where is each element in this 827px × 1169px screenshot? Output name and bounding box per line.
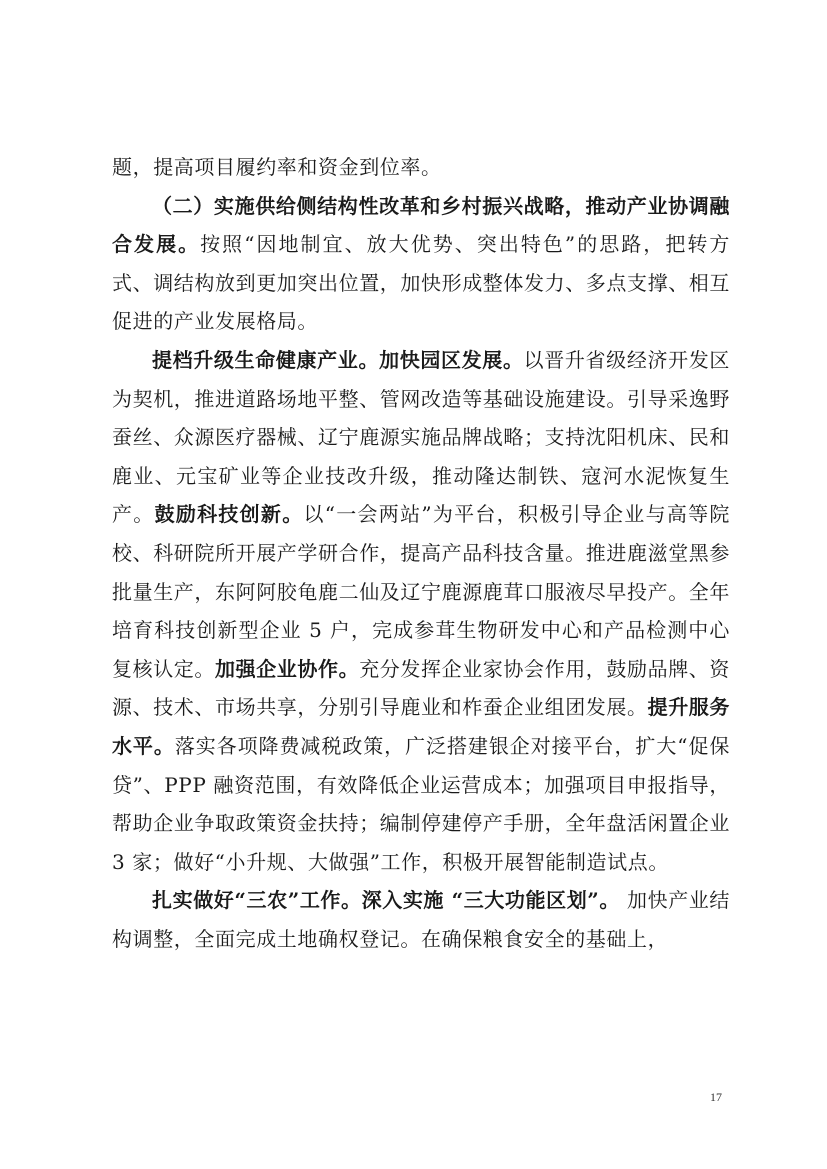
page-number: 17 <box>710 1090 722 1104</box>
paragraph-3 <box>112 341 730 881</box>
bold-heading: 扎实做好“三农”工作。深入实施 “三大功能区划”。 <box>152 888 621 913</box>
text-run: 按照“因地制宜、放大优势、突出特色”的思路，把转方式、调结构放到更加突出位置，加快形成整体发力、多点支撑、相互促进的产业发展格局。 <box>112 232 730 334</box>
paragraph-1 <box>112 148 730 187</box>
text-run: 加快产业结构调整，全面完成土地确权登记。在确保粮食安全的基础上， <box>112 888 730 951</box>
section-heading: （二）实施供给侧结构性改革和乡村振兴战略，推动产业协调融合发展。 <box>112 193 730 257</box>
text-run: 题，提高项目履约率和资金到位率。 <box>112 155 442 179</box>
bold-heading: 鼓励科技创新。 <box>154 502 304 527</box>
document-body <box>112 148 730 958</box>
text-run: 以晋升省级经济开发区为契机，推进道路场地平整、管网改造等基础设施建设。引导采逸野蚕丝、众源医疗器械、辽宁鹿源实施品牌战略；支持沈阳机床、民和鹿业、元宝矿业等企业技改升级，推动隆达制铁、寇河水泥恢复生产。 <box>112 347 730 527</box>
paragraph-2 <box>112 187 730 341</box>
bold-heading: 加强企业协作。 <box>215 656 360 681</box>
text-run: 以“一会两站”为平台，积极引导企业与高等院校、科研院所开展产学研合作，提高产品科技含量。推进鹿滋堂黑参批量生产，东阿阿胶龟鹿二仙及辽宁鹿源鹿茸口服液尽早投产。全年培育科技创新型企业 5 户，完成参茸生物研发中心和产品检测中心复核认定。 <box>112 502 731 681</box>
text-run: 落实各项降费减税政策，广泛搭建银企对接平台，扩大“促保贷”、PPP 融资范围，有效降低企业运营成本；加强项目申报指导，帮助企业争取政策资金扶持；编制停建停产手册，全年盘活闲置企业 3 家；做好“小升规、大做强”工作，积极开展智能制造试点。 <box>112 733 730 874</box>
bold-heading: 提档升级生命健康产业。加快园区发展。 <box>152 347 524 372</box>
paragraph-4 <box>112 881 730 958</box>
bold-heading: 提升服务水平。 <box>112 695 731 758</box>
text-run: 充分发挥企业家协会作用，鼓励品牌、资源、技术、市场共享，分别引导鹿业和柞蚕企业组团发展。 <box>112 656 731 720</box>
